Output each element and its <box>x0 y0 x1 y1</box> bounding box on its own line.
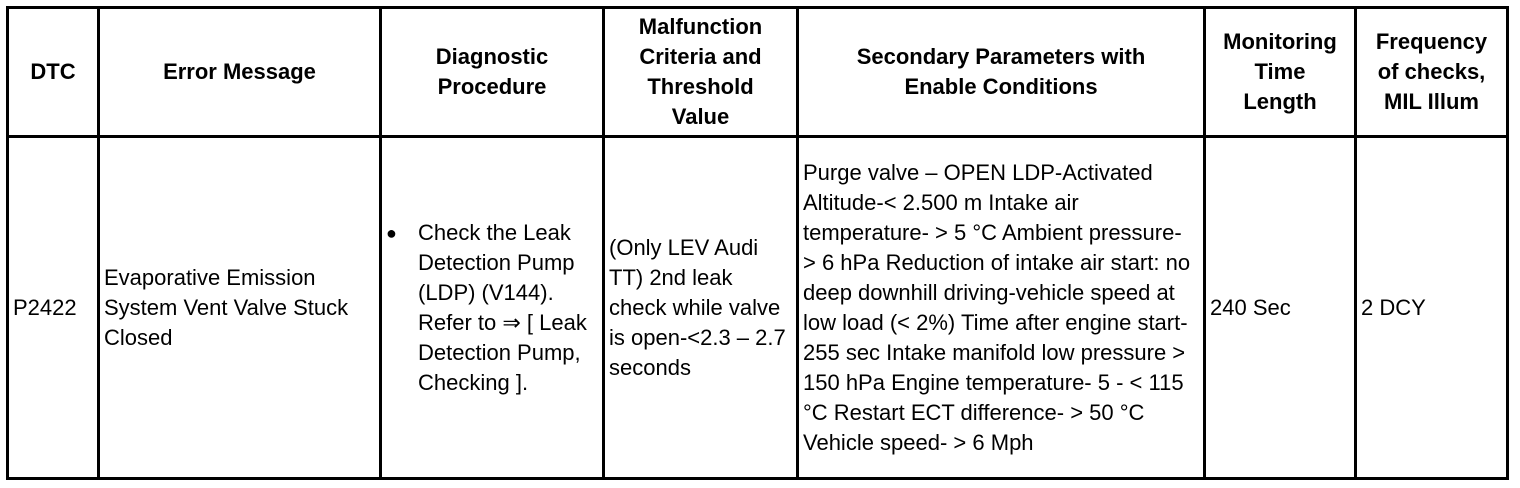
header-monitoring-time: Monitoring Time Length <box>1205 8 1356 137</box>
dtc-table-frame <box>6 6 1506 480</box>
header-diagnostic-procedure: Diagnostic Procedure <box>381 8 604 137</box>
header-malfunction-criteria: Malfunction Criteria and Threshold Value <box>604 8 798 137</box>
dtc-table <box>6 6 1509 480</box>
cell-secondary-parameters: Purge valve – OPEN LDP-Activated Altitude-< 2.500 m Intake air temperature- > 5 °C Ambient pressure- > 6 hPa Reduction of intake air start: no deep downhill driving-vehicle speed at low load (< 2%) Time after engine start- 255 sec Intake manifold low pressure > 150 hPa Engine temperature- 5 - < 115 °C Restart ECT difference- > 50 °C Vehicle speed- > 6 Mph <box>798 137 1205 479</box>
cell-diagnostic-procedure <box>381 137 604 479</box>
header-error-message: Error Message <box>99 8 381 137</box>
cell-error-message: Evaporative Emission System Vent Valve Stuck Closed <box>99 137 381 479</box>
cell-frequency: 2 DCY <box>1356 137 1508 479</box>
header-secondary-parameters: Secondary Parameters with Enable Conditions <box>798 8 1205 137</box>
cell-dtc-code: P2422 <box>8 137 99 479</box>
procedure-text: Check the Leak Detection Pump (LDP) (V144). Refer to ⇒ [ Leak Detection Pump, Checking ]. <box>418 219 587 395</box>
cell-malfunction-criteria: (Only LEV Audi TT) 2nd leak check while valve is open-<2.3 – 2.7 seconds <box>604 137 798 479</box>
bullet-icon: ● <box>386 222 397 243</box>
header-row <box>8 8 1508 137</box>
header-dtc: DTC <box>8 8 99 137</box>
table-row <box>8 137 1508 479</box>
cell-monitoring-time: 240 Sec <box>1205 137 1356 479</box>
header-frequency: Frequency of checks, MIL Illum <box>1356 8 1508 137</box>
procedure-list-item <box>386 218 598 398</box>
